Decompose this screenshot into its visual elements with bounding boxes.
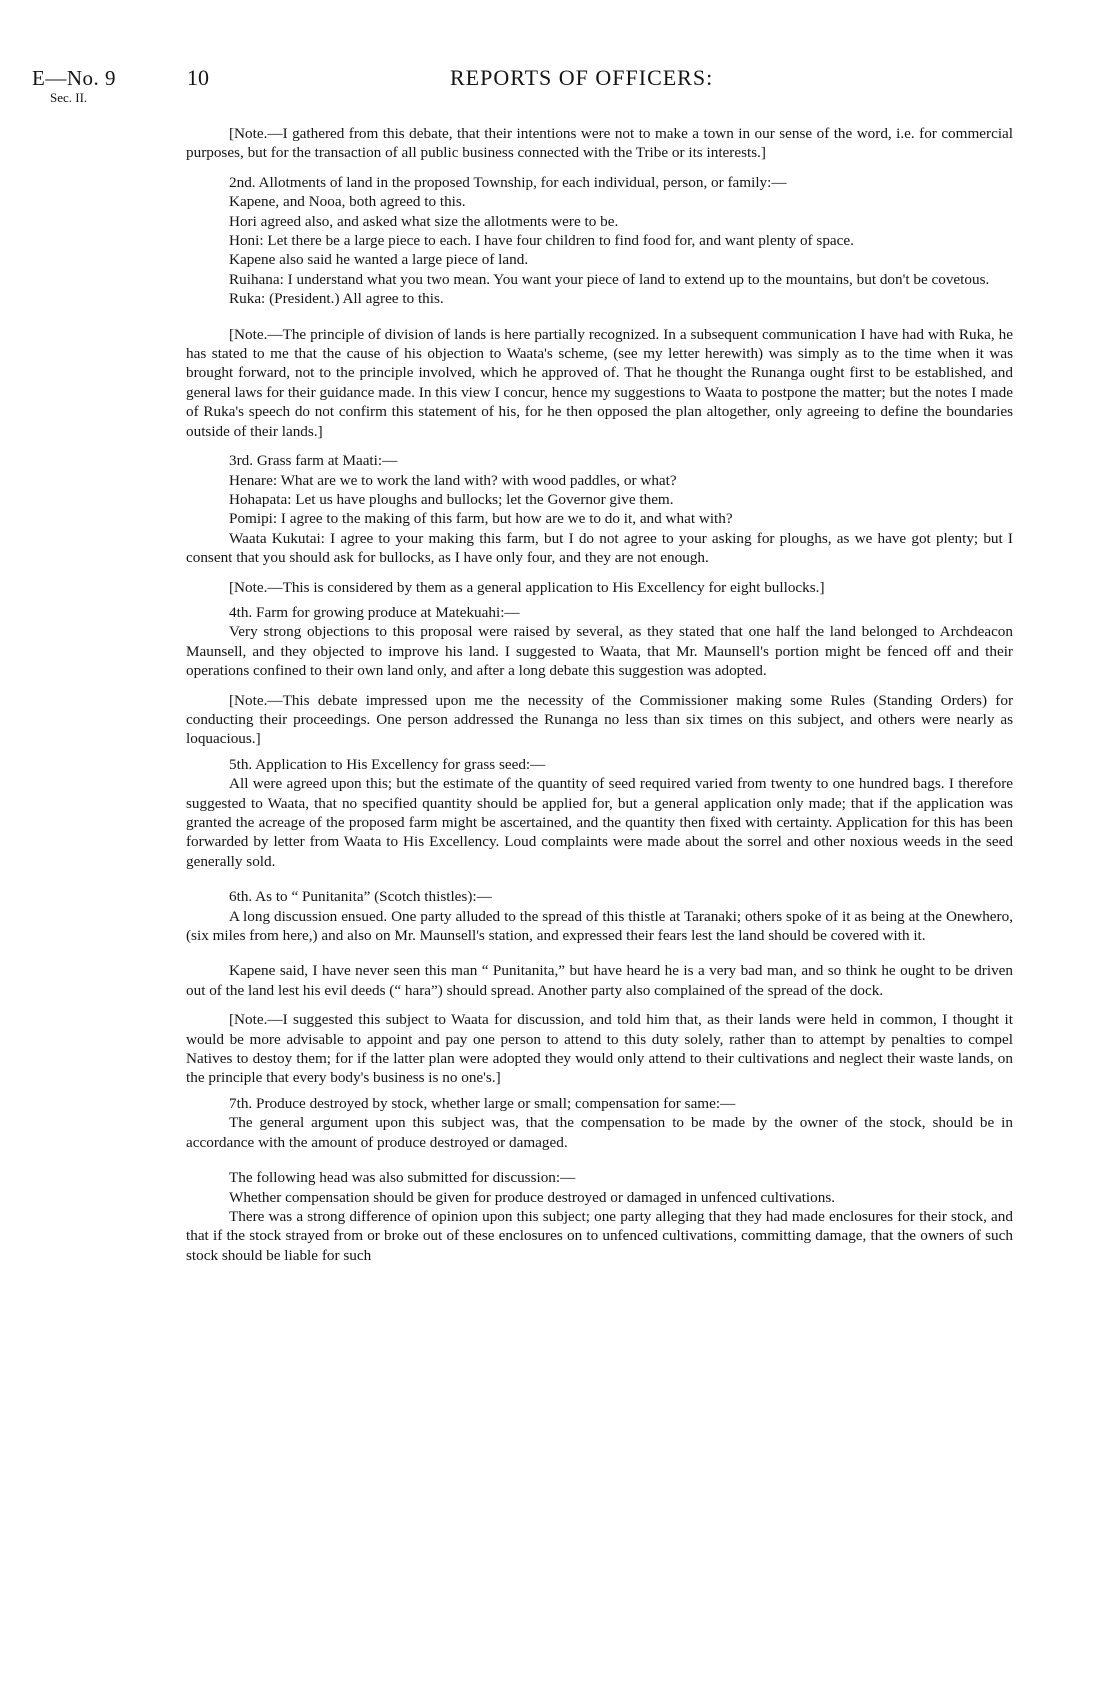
document-body [186,124,1013,1265]
paragraph: Kapene, and Nooa, both agreed to this. [229,193,466,211]
paragraph: Hohapata: Let us have ploughs and bullocks; let the Governor give them. [229,490,674,508]
section-heading-3rd: 3rd. Grass farm at Maati:— [229,452,398,470]
document-ref: E—No. 9 [32,66,116,90]
section-label: Sec. II. [50,90,88,105]
page-reference [32,66,142,106]
note-paragraph: [Note.—This is considered by them as a general application to His Excellency for eight bullocks.] [229,578,825,596]
section-heading-7th: 7th. Produce destroyed by stock, whether large or small; compensation for same:— [229,1094,736,1112]
section-heading-4th: 4th. Farm for growing produce at Matekuahi:— [229,603,520,621]
note-paragraph: [Note.—I suggested this subject to Waata for discussion, and told him that, as their lands were held in common, I thought it would be more advisable to appoint and pay one person to attend to this duty solely, rather than to attempt by penalties to compel Natives to destoy them; for if the latter plan were adopted they would only attend to their cultivations and neglect their waste lands, on the principle that every body's business is no one's.] [186,1011,1013,1087]
paragraph: Kapene said, I have never seen this man “ Punitanita,” but have heard he is a very bad man, and so think he ought to be driven out of the land lest his evil deeds (“ hara”) should spread. Another party also complained of the spread of the dock. [186,962,1013,999]
page-number: 10 [187,65,209,90]
paragraph: Pomipi: I agree to the making of this farm, but how are we to do it, and what with? [229,510,733,528]
section-heading-5th: 5th. Application to His Excellency for grass seed:— [229,755,546,773]
paragraph: Whether compensation should be given for produce destroyed or damaged in unfenced cultivations. [229,1188,836,1206]
paragraph: Ruka: (President.) All agree to this. [229,290,444,308]
paragraph: Hori agreed also, and asked what size the allotments were to be. [229,212,619,230]
paragraph: There was a strong difference of opinion upon this subject; one party alleging that they had made enclosures for their stock, and that if the stock strayed from or broke out of these enclosures on to unfenced cultivations, committing damage, that the owners of such stock should be liable for such [186,1207,1013,1264]
paragraph: Waata Kukutai: I agree to your making this farm, but I do not agree to your asking for ploughs, as we have got plenty; but I consent that you should ask for bullocks, as I have only four, and they are not enough. [186,529,1013,567]
section-heading-2nd: 2nd. Allotments of land in the proposed Township, for each individual, person, or family:— [229,173,787,191]
paragraph: A long discussion ensued. One party alluded to the spread of this thistle at Taranaki; others spoke of it as being at the Onewhero, (six miles from here,) and also on Mr. Maunsell's station, and expressed their fears lest the land should be covered with it. [186,907,1013,945]
paragraph: Henare: What are we to work the land with? with wood paddles, or what? [229,471,677,489]
paragraph: Kapene also said he wanted a large piece of land. [229,251,529,269]
note-paragraph: [Note.—The principle of division of lands is here partially recognized. In a subsequent communication I have had with Ruka, he has stated to me that the cause of his objection to Waata's scheme, (see my letter herewith) was simply as to the time when it was brought forward, not to the principle involved, which he approved of. That he thought the Runanga ought first to be established, and general laws for their guidance made. In this view I concur, hence my suggestions to Waata to postpone the matter; but the notes I made of Ruka's speech do not confirm this statement of his, for he then opposed the plan altogether, only agreeing to define the boundaries outside of their lands.] [186,325,1013,440]
section-heading-6th: 6th. As to “ Punitanita” (Scotch thistles):— [229,888,492,906]
paragraph: Very strong objections to this proposal were raised by several, as they stated that one half the land belonged to Archdeacon Maunsell, and they objected to improve his land. I suggested to Waata, that Mr. Maunsell's portion might be fenced off and their operations confined to their own land only, and after a long debate this suggestion was adopted. [186,623,1013,680]
paragraph: All were agreed upon this; but the estimate of the quantity of seed required varied from twenty to one hundred bags. I therefore suggested to Waata, that no specified quantity should be applied for, but a general application only made; that if the application was granted the acreage of the proposed farm might be ascertained, and the quantity then fixed with certainty. Application for this has been forwarded by letter from Waata to His Excellency. Loud complaints were made about the sorrel and other noxious weeds in the seed generally sold. [186,775,1013,870]
note-paragraph: [Note.—This debate impressed upon me the necessity of the Commissioner making some Rules (Standing Orders) for conducting their proceedings. One person addressed the Runanga no less than six times on this subject, and others were nearly as loquacious.] [186,691,1013,748]
note-paragraph: [Note.—I gathered from this debate, that their intentions were not to make a town in our sense of the word, i.e. for commercial purposes, but for the transaction of all public business connected with the Tribe or its interests.] [186,125,1013,162]
paragraph: The following head was also submitted for discussion:— [229,1169,576,1187]
paragraph: The general argument upon this subject was, that the compensation to be made by the owner of the stock, should be in accordance with the amount of produce destroyed or damaged. [186,1114,1013,1151]
paragraph: Ruihana: I understand what you two mean. You want your piece of land to extend up to the mountains, but don't be covetous. [229,270,990,288]
page-title: REPORTS OF OFFICERS: [450,65,714,90]
paragraph: Honi: Let there be a large piece to each. I have four children to find food for, and want plenty of space. [229,232,854,250]
